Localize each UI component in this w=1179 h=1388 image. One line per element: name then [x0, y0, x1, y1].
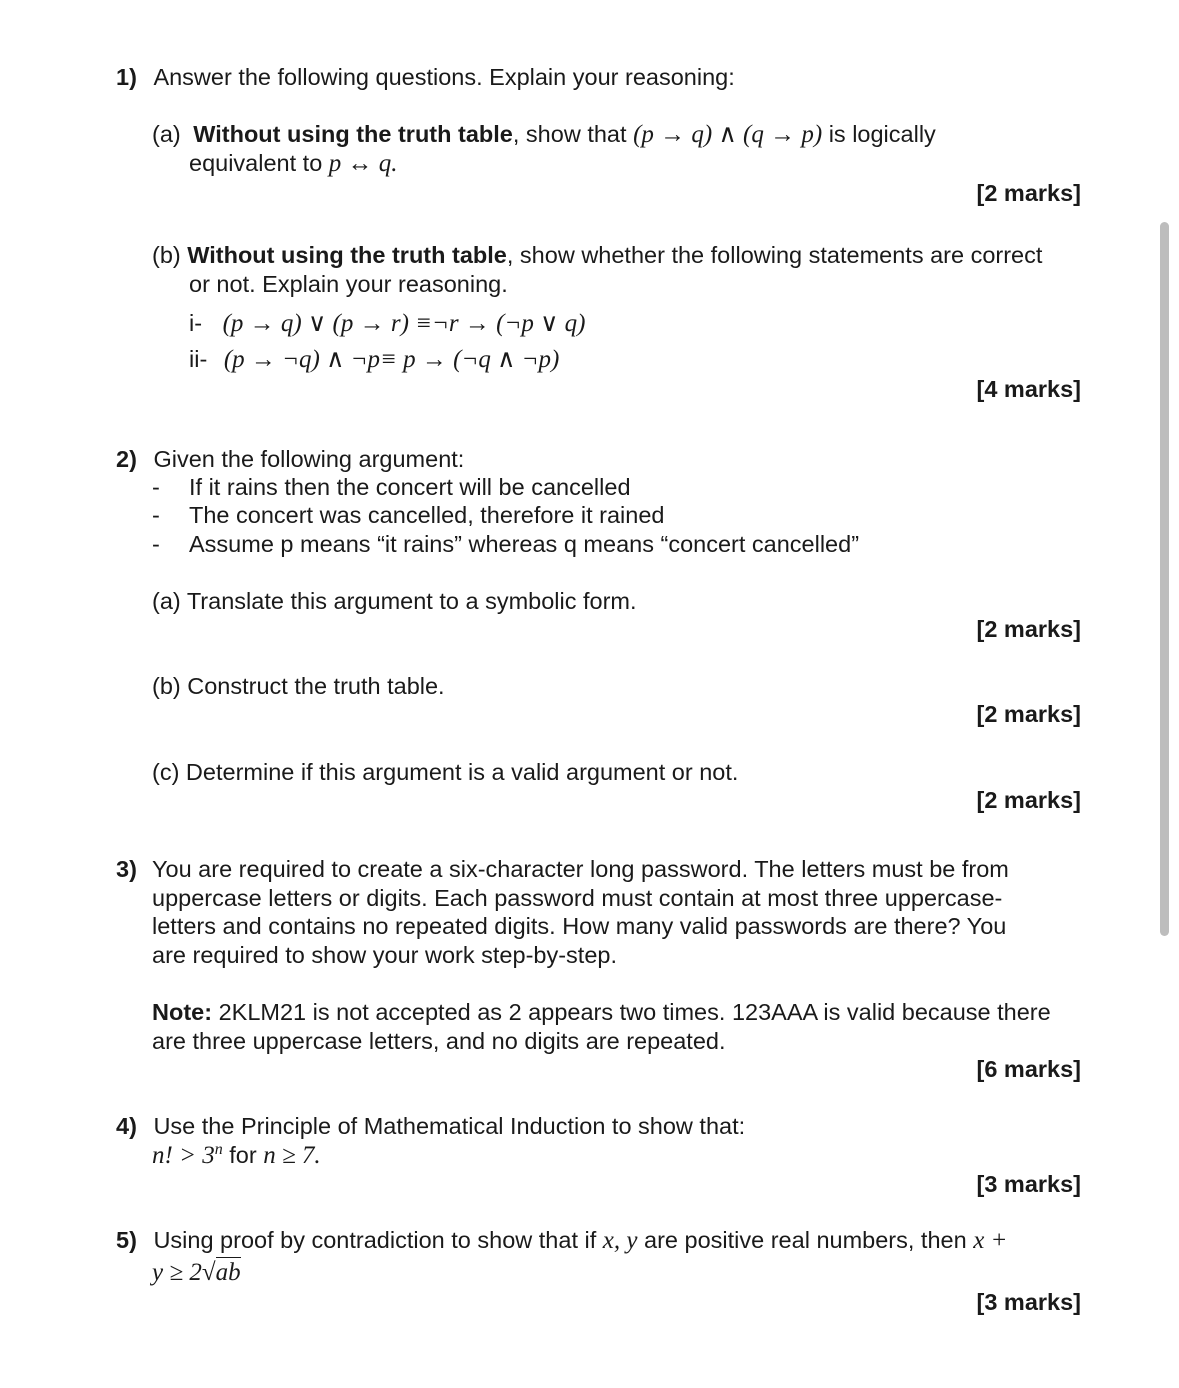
question-1b-item-label: i- [189, 310, 203, 336]
question-2b-marks: [2 marks] [976, 701, 1081, 727]
question-1a-line1 [152, 119, 936, 149]
question-2c-marks: [2 marks] [976, 787, 1081, 813]
question-1b-marks: [4 marks] [976, 376, 1081, 402]
question-1a-text: , show that [512, 121, 634, 147]
bullet-dash: - [152, 531, 160, 557]
question-1-heading [116, 64, 735, 91]
sqrt-sign: √ [201, 1259, 216, 1286]
question-1a-label: (a) [152, 121, 181, 147]
question-1a-line2 [189, 150, 398, 178]
question-3-note-line1 [152, 999, 1051, 1026]
bullet-text: If it rains then the concert will be cancelled [189, 474, 631, 500]
question-2a-marks: [2 marks] [976, 616, 1081, 642]
sqrt-argument: ab [215, 1259, 241, 1286]
question-1b-item-i [189, 308, 585, 338]
question-1b-line2: or not. Explain your reasoning. [189, 271, 508, 297]
question-2-number: 2) [116, 446, 137, 472]
question-5-text2: are positive real numbers, then [637, 1227, 974, 1253]
question-1b-item-expr: (p → ¬q) ∧ ¬p≡ p → (¬q ∧ ¬p) [223, 346, 560, 373]
question-1-number: 1) [116, 64, 137, 90]
question-1b-item-ii [189, 344, 559, 374]
question-4-intro: Use the Principle of Mathematical Induction to show that: [153, 1113, 746, 1139]
question-4-text-for: for [222, 1141, 264, 1168]
question-3-line: uppercase letters or digits. Each password must contain at most three uppercase- [152, 885, 1003, 911]
question-5-text: Using proof by contradiction to show that if [153, 1227, 603, 1253]
question-1b-item-label: ii- [189, 346, 208, 372]
question-4-marks: [3 marks] [976, 1171, 1081, 1197]
note-label: Note: [152, 999, 213, 1025]
question-1b-line1 [152, 242, 1042, 269]
question-2-intro: Given the following argument: [153, 446, 465, 472]
scrollbar[interactable] [1160, 222, 1169, 936]
bullet-dash: - [152, 502, 160, 528]
question-2a-text: (a) Translate this argument to a symbolic form. [152, 588, 637, 614]
question-2c-text: (c) Determine if this argument is a valid argument or not. [152, 759, 739, 785]
question-1a-line2-text: equivalent to [189, 150, 329, 176]
question-1b-text: , show whether the following statements are correct [506, 242, 1043, 268]
question-3-line: are required to show your work step-by-step. [152, 942, 617, 968]
question-1a-text-after: is logically [822, 121, 936, 147]
question-3-line: You are required to create a six-character long password. The letters must be from [152, 856, 1009, 882]
question-5-line2 [152, 1259, 241, 1287]
question-2-bullet [152, 531, 860, 558]
bullet-text: The concert was cancelled, therefore it rained [189, 502, 665, 528]
question-5-line2-expr: y ≥ 2 [152, 1259, 202, 1286]
question-5-marks: [3 marks] [976, 1289, 1081, 1315]
question-1a-expr: (p → q) ∧ (q → p) [633, 121, 823, 148]
question-5-line1 [116, 1227, 1007, 1255]
question-3-marks: [6 marks] [976, 1056, 1081, 1082]
question-3-number: 3) [116, 856, 137, 882]
question-1-intro: Answer the following questions. Explain your reasoning: [153, 64, 735, 90]
question-3-line: letters and contains no repeated digits. How many valid passwords are there? You [152, 913, 1007, 939]
question-4-expr-rhs: n ≥ 7. [263, 1141, 321, 1169]
question-2-bullet [152, 474, 631, 501]
question-1b-label: (b) [152, 242, 181, 268]
question-1b-item-expr: (p → q) ∨ (p → r) ≡¬r → (¬p ∨ q) [222, 310, 586, 337]
question-4-expr-lhs: n! > 3 [152, 1141, 215, 1169]
note-text: 2KLM21 is not accepted as 2 appears two times. 123AAA is valid because there [212, 999, 1051, 1025]
question-2-bullet [152, 502, 665, 529]
question-1b-bold: Without using the truth table [187, 242, 507, 268]
question-1a-bold: Without using the truth table [193, 121, 513, 147]
question-4-heading [116, 1113, 745, 1140]
question-3-note-line2: are three uppercase letters, and no digits are repeated. [152, 1028, 726, 1054]
question-2-heading [116, 446, 464, 473]
bullet-text: Assume p means “it rains” whereas q means “concert cancelled” [189, 531, 860, 557]
question-1a-marks: [2 marks] [976, 180, 1081, 206]
question-5-expr-end: x + [973, 1227, 1008, 1254]
question-1a-line2-expr: p ↔ q. [328, 150, 398, 177]
question-4-expression [152, 1141, 321, 1170]
question-4-expr-sup: n [214, 1141, 223, 1158]
question-5-vars: x, y [602, 1227, 638, 1254]
question-5-number: 5) [116, 1227, 137, 1253]
bullet-dash: - [152, 474, 160, 500]
question-4-number: 4) [116, 1113, 137, 1139]
question-2b-text: (b) Construct the truth table. [152, 673, 445, 699]
